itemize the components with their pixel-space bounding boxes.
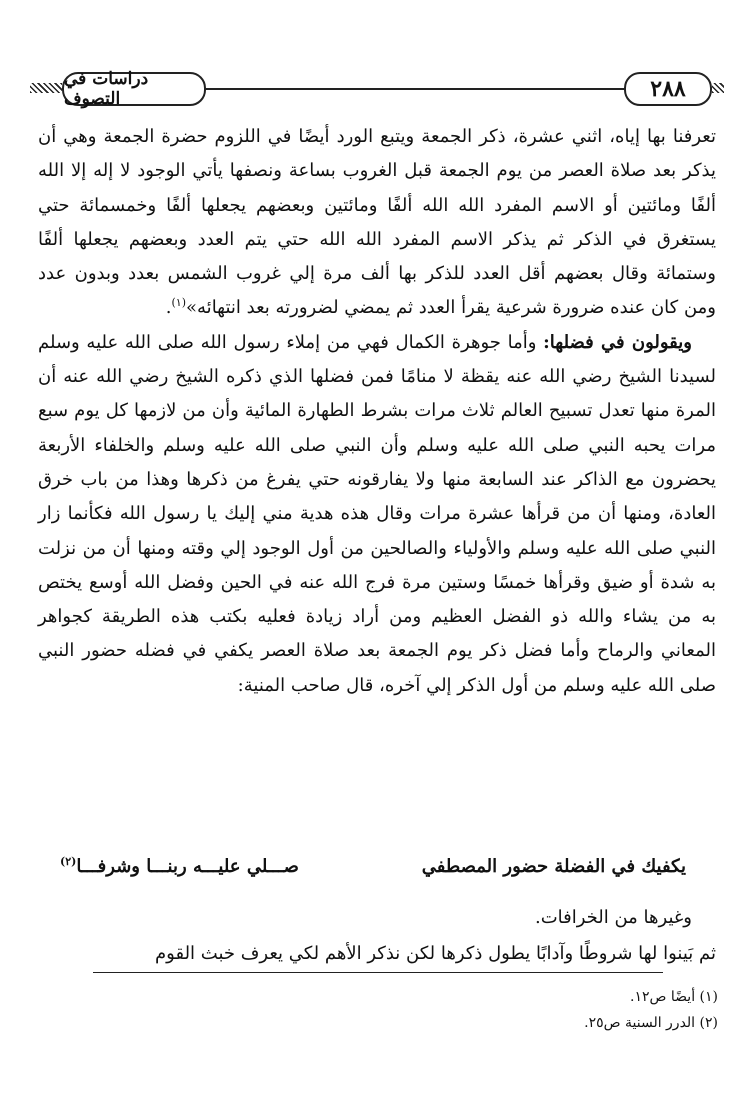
- paragraph-2: [38, 326, 716, 703]
- footnote-1: (١) أيضًا ص١٢.: [630, 989, 718, 1005]
- poem-verse: [38, 856, 716, 877]
- closing-line-2: ثم بَينوا لها شروطًا وآدابًا يطول ذكرها لكن نذكر الأهم لكي يعرف خبث القوم: [155, 943, 716, 964]
- footnote-ref-2: (٢): [60, 855, 77, 868]
- page-number: ٢٨٨: [624, 72, 712, 106]
- paragraph-1-text: تعرفنا بها إياه، اثني عشرة، ذكر الجمعة ويتبع الورد أيضًا في اللزوم حضرة الجمعة وهي أن يذكر بعد صلاة العصر من يوم الجمعة قبل الغروب بساعة ونصفها يأتي الوجود لا إله إلا الله ألفًا ومائتين أو الاسم المفرد الله الله ألفًا ومائتين وبعضهم يجعلها ألفًا وخمسمائة حتي يستغرق في الذكر ثم يذكر الاسم المفرد الله الله حتي يتم العدد وبعضهم يجعلها ألفًا وستمائة وقال بعضهم أقل العدد للذكر بها ألف مرة إلي غروب الشمس بعدد وبدون عدد ومن كان عنده ضرورة شرعية يقرأ العدد ثم يمضي لضرورته بعد انتهائه»: [38, 126, 716, 319]
- footnote-ref-1: (١): [171, 296, 187, 310]
- paragraph-2-lead: ويقولون في فضلها:: [543, 331, 692, 353]
- paragraph-1: تعرفنا بها إياه، اثني عشرة، ذكر الجمعة ويتبع الورد أيضًا في اللزوم حضرة الجمعة وهي أن يذكر بعد صلاة العصر من يوم الجمعة قبل الغروب بساعة ونصفها يأتي الوجود لا إله إلا الله ألفًا ومائتين أو الاسم المفرد الله الله ألفًا ومائتين وبعضهم يجعلها ألفًا وخمسمائة حتي يستغرق في الذكر ثم يذكر الاسم المفرد الله الله حتي يتم العدد وبعضهم يجعلها ألفًا وستمائة وقال بعضهم أقل العدد للذكر بها ألف مرة إلي غروب الشمس بعدد وبدون عدد ومن كان عنده ضرورة شرعية يقرأ العدد ثم يمضي لضرورته بعد انتهائه»$^{(١)}$.: [38, 126, 716, 319]
- main-text: [38, 120, 716, 703]
- footnote-2: (٢) الدرر السنية ص٢٥.: [584, 1015, 718, 1031]
- header-rule: [202, 88, 626, 90]
- header-ornament-right: [712, 83, 724, 93]
- verse-hemistich-2: صـــلي عليـــه ربنـــا وشرفـــا: [76, 856, 299, 877]
- page-header: [30, 68, 724, 110]
- footnote-divider: [93, 972, 663, 973]
- closing-text: [38, 900, 716, 972]
- closing-line-1: وغيرها من الخرافات.: [534, 907, 692, 928]
- paragraph-2-text: وأما جوهرة الكمال فهي من إملاء رسول الله صلى الله عليه وسلم لسيدنا الشيخ رضي الله عنه يقظة لا منامًا فمن فضلها الذي ذكره الشيخ رضي الله عنه أن المرة منها تعدل تسبيح العالم ثلاث مرات بشرط الطهارة المائية وأن من لازمها كل يوم سبع مرات يحبه النبي صلى الله عليه وسلم وأن النبي صلى الله عليه وسلم والخلفاء الأربعة يحضرون مع الذاكر عند السابعة منها ولا يفارقونه حتي يفرغ من ذكرها وهذا من باب خرق العادة، ومنها أن من قرأها عشرة مرات وقال هذه هدية مني إليك يا رسول الله فكأنما زار النبي صلى الله عليه وسلم والأولياء والصالحين من أول الوجود إلي وقته ومنها أن من نزلت به شدة أو ضيق وقرأها خمسًا وستين مرة فرج الله عنه في الحين وفضل الله أوسع يختص به من يشاء والله ذو الفضل العظيم ومن أراد زيادة فعليه بكتب هذه الطريقة كجواهر المعاني والرماح وأما فضل ذكر يوم الجمعة بعد صلاة العصر يكفي في فضله حضور النبي صلى الله عليه وسلم من أول الذكر إلي آخره، قال صاحب المنية:: [38, 331, 716, 696]
- verse-hemistich-2-wrap: [60, 856, 299, 877]
- footnotes: [38, 984, 718, 1036]
- book-title: دراسات في التصوف: [62, 72, 206, 106]
- header-ornament-left: [30, 83, 62, 93]
- verse-hemistich-1: يكفيك في الفضلة حضور المصطفي: [421, 856, 686, 877]
